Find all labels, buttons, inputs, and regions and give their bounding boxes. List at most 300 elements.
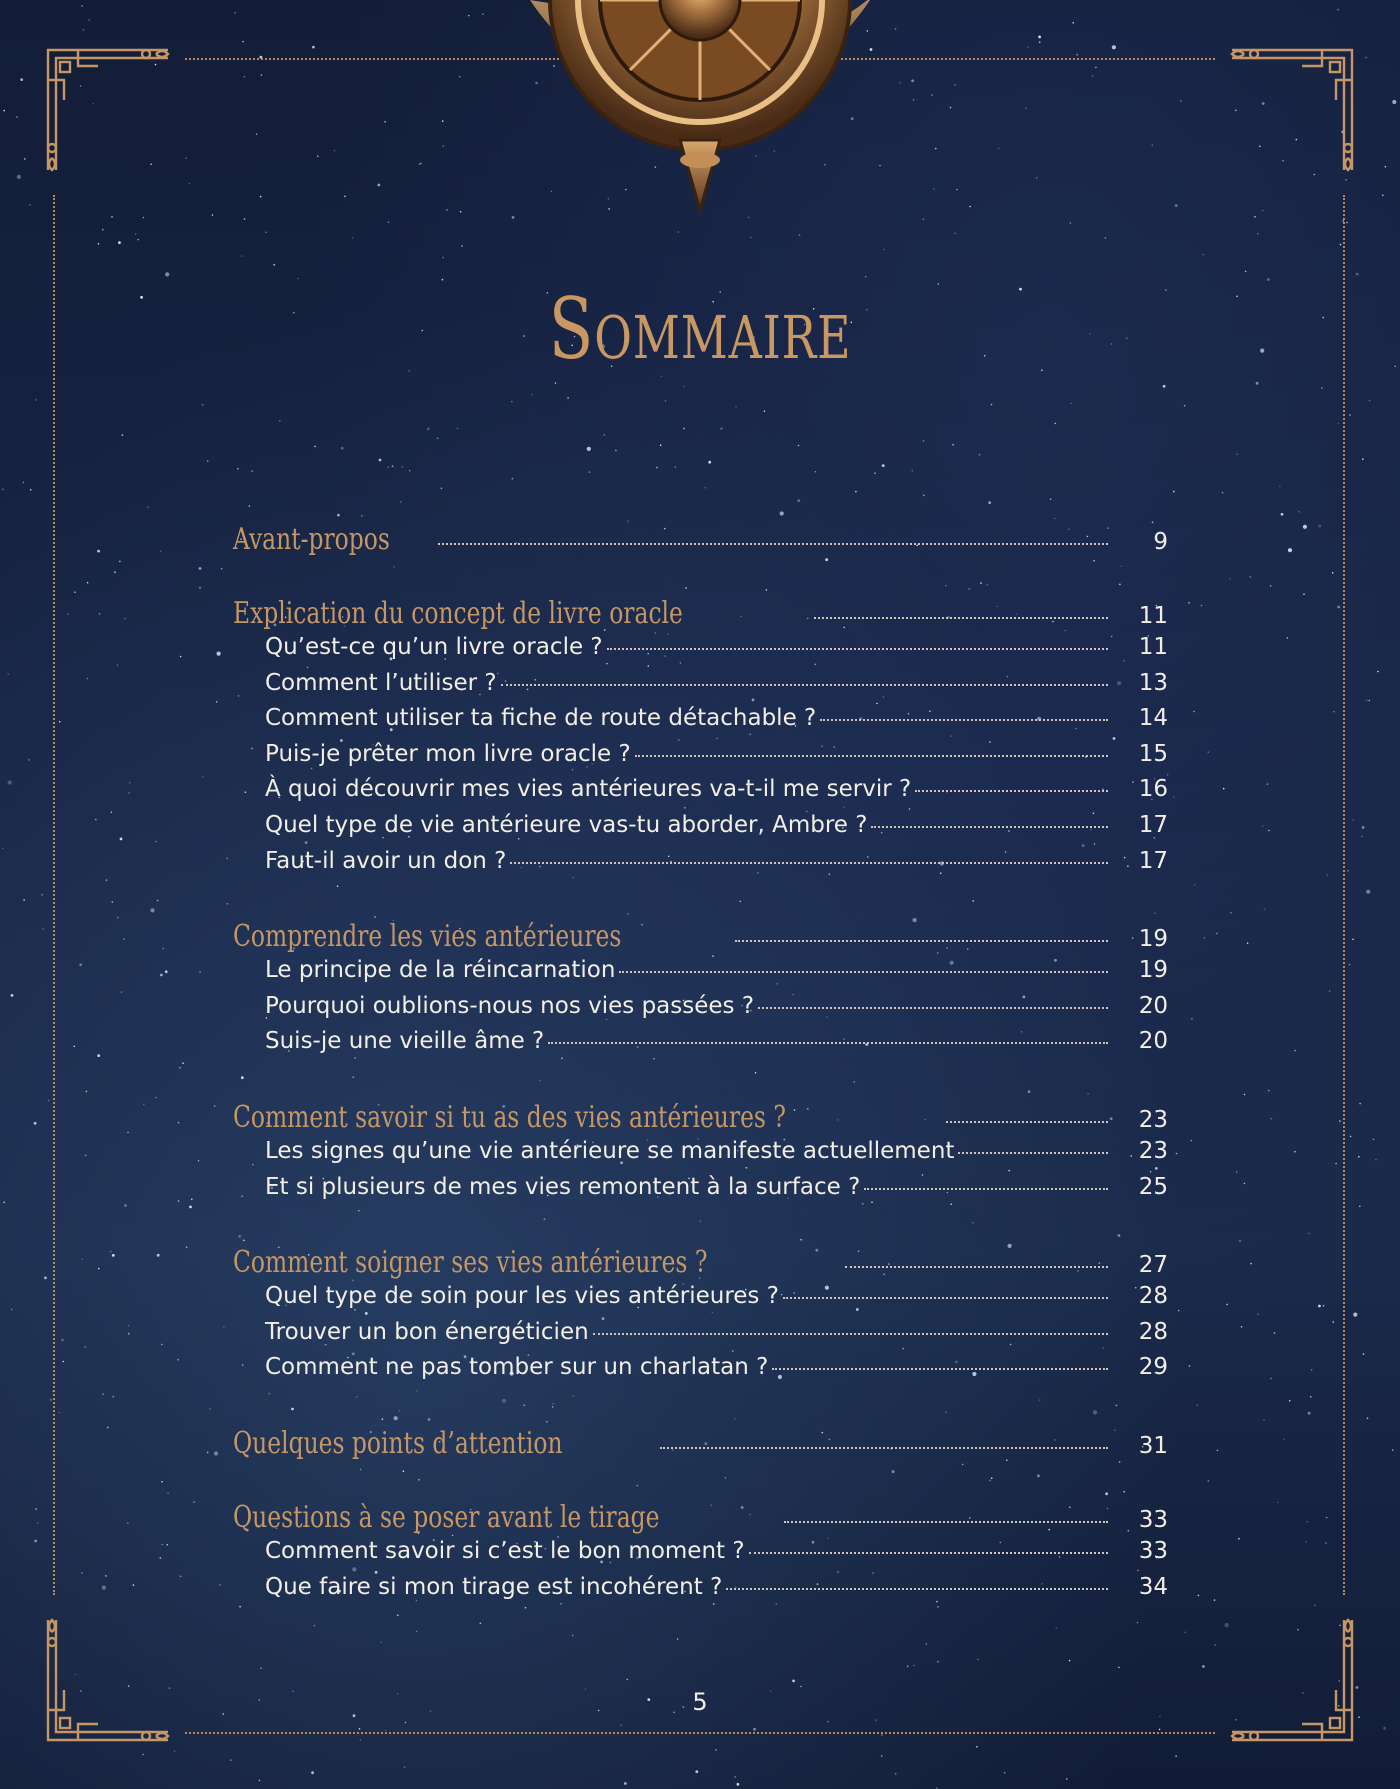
star bbox=[161, 1344, 163, 1346]
star bbox=[209, 1408, 211, 1410]
toc-section bbox=[233, 1500, 1168, 1609]
star bbox=[1305, 1541, 1307, 1543]
star bbox=[764, 410, 766, 412]
toc-page-number: 19 bbox=[1138, 957, 1168, 984]
toc-section bbox=[233, 522, 1168, 560]
star bbox=[1332, 572, 1334, 574]
star bbox=[106, 879, 108, 881]
star bbox=[50, 1399, 52, 1401]
star bbox=[1216, 933, 1218, 935]
corner-ornament-icon bbox=[1222, 40, 1362, 180]
star bbox=[1339, 1120, 1341, 1122]
star bbox=[1289, 1400, 1291, 1402]
star bbox=[1303, 525, 1307, 529]
star bbox=[124, 618, 126, 620]
star bbox=[11, 1309, 13, 1311]
toc-subsection-entry[interactable] bbox=[233, 1138, 1168, 1174]
star bbox=[260, 196, 262, 198]
star bbox=[24, 158, 26, 160]
star bbox=[1385, 166, 1387, 168]
toc-page-number: 20 bbox=[1138, 992, 1168, 1019]
star bbox=[1333, 1321, 1335, 1323]
star bbox=[1039, 41, 1041, 43]
star bbox=[881, 1755, 883, 1757]
star bbox=[352, 237, 354, 239]
star bbox=[1383, 1727, 1386, 1730]
star bbox=[23, 899, 25, 901]
star bbox=[1392, 1449, 1394, 1451]
star bbox=[1308, 1412, 1311, 1415]
star bbox=[443, 145, 445, 147]
star bbox=[913, 1665, 915, 1667]
star bbox=[242, 41, 244, 43]
toc-subsection-entry[interactable] bbox=[233, 957, 1168, 993]
star bbox=[1260, 349, 1264, 353]
star bbox=[567, 397, 569, 399]
star bbox=[42, 928, 44, 930]
star bbox=[260, 1667, 262, 1669]
star bbox=[234, 12, 236, 14]
star bbox=[1189, 1365, 1191, 1367]
star bbox=[128, 1325, 130, 1327]
star bbox=[162, 948, 164, 950]
dot-leader bbox=[783, 1297, 1108, 1299]
star bbox=[223, 1326, 225, 1328]
star bbox=[446, 209, 448, 211]
star bbox=[1197, 1404, 1199, 1406]
star bbox=[99, 613, 101, 615]
star bbox=[1229, 578, 1231, 580]
toc-subsection-entry[interactable] bbox=[233, 1174, 1168, 1210]
star bbox=[279, 420, 281, 422]
star bbox=[998, 148, 1000, 150]
star bbox=[461, 245, 463, 247]
toc-section-entry[interactable] bbox=[233, 522, 1168, 560]
star bbox=[1004, 1772, 1006, 1774]
star bbox=[1394, 366, 1396, 368]
star bbox=[923, 495, 925, 497]
star bbox=[97, 550, 100, 553]
star bbox=[237, 468, 239, 470]
toc-page-number: 23 bbox=[1138, 1106, 1168, 1133]
star bbox=[1359, 1103, 1361, 1105]
star bbox=[1382, 195, 1384, 197]
star bbox=[1308, 1233, 1310, 1235]
star bbox=[214, 1105, 216, 1107]
star bbox=[1193, 711, 1195, 713]
star bbox=[1230, 912, 1232, 914]
toc-subsection-entry[interactable] bbox=[233, 1538, 1168, 1574]
page-title: Sommaire bbox=[548, 280, 852, 378]
toc-page-number: 16 bbox=[1138, 776, 1168, 803]
star bbox=[400, 501, 402, 503]
star bbox=[1298, 511, 1300, 513]
star bbox=[1267, 278, 1270, 281]
star bbox=[976, 1746, 978, 1748]
star bbox=[753, 1728, 756, 1731]
toc-subsection-entry[interactable] bbox=[233, 1319, 1168, 1355]
star bbox=[427, 428, 430, 431]
star bbox=[1349, 964, 1351, 966]
star bbox=[35, 1508, 37, 1510]
toc-subsection-entry[interactable] bbox=[233, 1574, 1168, 1610]
toc-page-number: 9 bbox=[1153, 529, 1168, 555]
star bbox=[155, 841, 157, 843]
star bbox=[969, 206, 971, 208]
star bbox=[1105, 237, 1107, 239]
star bbox=[217, 652, 221, 656]
dot-leader bbox=[607, 648, 1108, 650]
star bbox=[1274, 1332, 1276, 1334]
star bbox=[1184, 405, 1186, 407]
star bbox=[37, 1522, 39, 1524]
star bbox=[317, 155, 319, 157]
star bbox=[1159, 1729, 1161, 1731]
star bbox=[734, 1776, 736, 1778]
star bbox=[1335, 1163, 1337, 1165]
star bbox=[360, 1739, 362, 1741]
star bbox=[193, 1501, 195, 1503]
star bbox=[41, 894, 43, 896]
star bbox=[923, 440, 925, 442]
star bbox=[1038, 36, 1041, 39]
star bbox=[1256, 382, 1259, 385]
star bbox=[1247, 942, 1249, 944]
star bbox=[1027, 46, 1029, 48]
toc-section-entry[interactable] bbox=[233, 1426, 1168, 1464]
toc-subsection-entry[interactable] bbox=[233, 1028, 1168, 1064]
toc-subsection-entry[interactable] bbox=[233, 705, 1168, 741]
star bbox=[227, 903, 229, 905]
star bbox=[61, 1339, 64, 1342]
star bbox=[3, 1202, 5, 1204]
frame-bottom-border bbox=[185, 1732, 1215, 1734]
toc-page-number: 28 bbox=[1138, 1283, 1168, 1310]
star bbox=[1277, 1502, 1279, 1504]
toc-subsection-title: Et si plusieurs de mes vies remontent à la surface ? bbox=[265, 1173, 861, 1200]
star bbox=[30, 489, 32, 491]
star bbox=[512, 478, 514, 480]
toc-page-number: 34 bbox=[1138, 1573, 1168, 1600]
star bbox=[1118, 1667, 1120, 1669]
dot-leader bbox=[758, 1007, 1108, 1009]
star bbox=[114, 571, 116, 573]
toc-section-title: Comment savoir si tu as des vies antérieures ? bbox=[233, 1099, 786, 1135]
star bbox=[1055, 423, 1057, 425]
toc-subsection-entry[interactable] bbox=[233, 741, 1168, 777]
star bbox=[68, 613, 70, 615]
star bbox=[123, 938, 125, 940]
star bbox=[124, 1204, 127, 1207]
star bbox=[1268, 1090, 1270, 1092]
star bbox=[780, 511, 784, 515]
dot-leader bbox=[593, 1333, 1108, 1335]
star bbox=[855, 491, 857, 493]
star bbox=[261, 74, 263, 76]
dot-leader bbox=[915, 790, 1108, 792]
star bbox=[1173, 796, 1175, 798]
star bbox=[912, 470, 914, 472]
star bbox=[137, 239, 139, 241]
star bbox=[952, 444, 954, 446]
star bbox=[28, 759, 30, 761]
star bbox=[1214, 1599, 1216, 1601]
star bbox=[1366, 890, 1370, 894]
dot-leader bbox=[845, 1266, 1108, 1268]
toc-page-number: 29 bbox=[1138, 1354, 1168, 1381]
star bbox=[1318, 525, 1321, 528]
star bbox=[815, 471, 817, 473]
star bbox=[112, 1396, 114, 1398]
star bbox=[1262, 210, 1264, 212]
star bbox=[1392, 100, 1396, 104]
star bbox=[1352, 819, 1354, 821]
star bbox=[1288, 548, 1292, 552]
dot-leader bbox=[772, 1368, 1108, 1370]
star bbox=[230, 1759, 232, 1761]
star bbox=[1367, 1417, 1369, 1419]
toc-subsection-entry[interactable] bbox=[233, 993, 1168, 1029]
toc-subsection-title: Qu’est-ce qu’un livre oracle ? bbox=[265, 634, 603, 660]
toc-page-number: 33 bbox=[1138, 1506, 1168, 1533]
star bbox=[112, 1254, 115, 1257]
star bbox=[127, 1523, 129, 1525]
toc-section-title: Comprendre les vies antérieures bbox=[233, 919, 622, 955]
star bbox=[2, 848, 4, 850]
toc-section bbox=[233, 919, 1168, 1064]
star bbox=[207, 1452, 209, 1454]
star bbox=[1368, 700, 1370, 702]
star bbox=[83, 29, 85, 31]
star bbox=[715, 1749, 717, 1751]
star bbox=[1203, 254, 1205, 256]
toc-subsection-entry[interactable] bbox=[233, 776, 1168, 812]
frame-right-border bbox=[1343, 195, 1345, 1595]
star bbox=[127, 1132, 129, 1134]
star bbox=[1208, 1480, 1210, 1482]
toc-page-number: 25 bbox=[1138, 1173, 1168, 1200]
star bbox=[1337, 9, 1339, 11]
star bbox=[11, 994, 14, 997]
star bbox=[1069, 1660, 1071, 1662]
star bbox=[111, 216, 113, 218]
star bbox=[157, 1254, 160, 1257]
toc-subsection-title: À quoi découvrir mes vies antérieures va-t-il me servir ? bbox=[265, 776, 912, 803]
star bbox=[1323, 1305, 1325, 1307]
star bbox=[199, 567, 202, 570]
star bbox=[1245, 271, 1247, 273]
star bbox=[150, 908, 154, 912]
star bbox=[708, 461, 711, 464]
dot-leader bbox=[635, 755, 1108, 757]
star bbox=[111, 811, 113, 813]
toc-subsection-entry[interactable] bbox=[233, 1354, 1168, 1390]
star bbox=[1241, 1326, 1243, 1328]
star bbox=[157, 900, 159, 902]
star bbox=[251, 470, 253, 472]
star bbox=[1208, 751, 1210, 753]
star bbox=[36, 399, 38, 401]
star bbox=[797, 499, 800, 502]
star bbox=[705, 487, 707, 489]
star bbox=[174, 1751, 176, 1753]
star bbox=[404, 1766, 406, 1768]
star bbox=[143, 1104, 145, 1106]
toc-section-title: Comment soigner ses vies antérieures ? bbox=[233, 1245, 708, 1281]
star bbox=[1366, 700, 1368, 702]
star bbox=[589, 471, 591, 473]
star bbox=[167, 1544, 169, 1546]
corner-ornament-icon bbox=[38, 1610, 178, 1750]
star bbox=[185, 157, 187, 159]
star bbox=[341, 447, 344, 450]
dot-leader bbox=[864, 1188, 1108, 1190]
dot-leader bbox=[784, 1521, 1108, 1523]
toc-subsection-entry[interactable] bbox=[233, 812, 1168, 848]
star bbox=[59, 721, 61, 723]
toc-section-title: Questions à se poser avant le tirage bbox=[233, 1499, 660, 1535]
toc-section-entry[interactable] bbox=[233, 596, 1168, 634]
star bbox=[135, 233, 137, 235]
toc-page-number: 11 bbox=[1138, 603, 1168, 629]
toc-subsection-entry[interactable] bbox=[233, 848, 1168, 884]
star bbox=[1262, 825, 1264, 827]
toc-section bbox=[233, 596, 1168, 883]
star bbox=[23, 482, 25, 484]
star bbox=[624, 1782, 627, 1785]
star bbox=[587, 447, 591, 451]
star bbox=[359, 1728, 361, 1730]
star bbox=[226, 858, 228, 860]
star bbox=[1222, 492, 1224, 494]
star bbox=[1239, 1240, 1241, 1242]
dot-leader bbox=[660, 1447, 1109, 1449]
star bbox=[1066, 1778, 1068, 1780]
star bbox=[1340, 244, 1342, 246]
toc-section-entry[interactable] bbox=[233, 919, 1168, 957]
star bbox=[1375, 1159, 1377, 1161]
toc-subsection-entry[interactable] bbox=[233, 670, 1168, 706]
star bbox=[792, 1680, 795, 1683]
star bbox=[334, 150, 336, 152]
star bbox=[1270, 585, 1272, 587]
star bbox=[166, 971, 168, 973]
star bbox=[3, 110, 5, 112]
star bbox=[1204, 937, 1206, 939]
toc-subsection-title: Pourquoi oublions-nous nos vies passées ? bbox=[265, 992, 755, 1019]
star bbox=[1201, 605, 1203, 607]
dot-leader bbox=[958, 1152, 1108, 1154]
star bbox=[1244, 1094, 1246, 1096]
star bbox=[177, 1359, 179, 1361]
star bbox=[442, 120, 444, 122]
star bbox=[7, 673, 9, 675]
star bbox=[1325, 1542, 1327, 1544]
star bbox=[1349, 414, 1351, 416]
star bbox=[112, 901, 114, 903]
star bbox=[1175, 204, 1178, 207]
toc-section-title: Quelques points d’attention bbox=[233, 1425, 563, 1461]
star bbox=[102, 1586, 106, 1590]
toc-page-number: 15 bbox=[1138, 740, 1168, 767]
toc-subsection-entry[interactable] bbox=[233, 634, 1168, 670]
compass-medallion-icon bbox=[480, 0, 920, 240]
star bbox=[1311, 1369, 1313, 1371]
star bbox=[1178, 1310, 1180, 1312]
star bbox=[1202, 1665, 1205, 1668]
star bbox=[1353, 1313, 1357, 1317]
toc-subsection-entry[interactable] bbox=[233, 1283, 1168, 1319]
toc-page-number: 14 bbox=[1138, 705, 1168, 732]
star bbox=[199, 971, 201, 973]
dot-leader bbox=[749, 1552, 1108, 1554]
toc-section-entry[interactable] bbox=[233, 1500, 1168, 1538]
toc-page-number: 11 bbox=[1138, 634, 1168, 660]
star bbox=[85, 1346, 87, 1348]
star bbox=[117, 917, 119, 919]
toc-section bbox=[233, 1100, 1168, 1209]
star bbox=[1226, 1304, 1228, 1306]
star bbox=[202, 776, 204, 778]
star bbox=[1281, 513, 1284, 516]
frame-left-border bbox=[53, 195, 55, 1595]
toc-subsection-title: Trouver un bon énergéticien bbox=[265, 1318, 589, 1345]
star bbox=[221, 568, 223, 570]
toc-section-entry[interactable] bbox=[233, 1100, 1168, 1138]
star bbox=[1163, 385, 1166, 388]
toc-section bbox=[233, 1426, 1168, 1464]
toc-page-number: 20 bbox=[1138, 1028, 1168, 1055]
star bbox=[1198, 1595, 1200, 1597]
toc-section-entry[interactable] bbox=[233, 1245, 1168, 1283]
star bbox=[827, 1721, 829, 1723]
star bbox=[182, 1062, 184, 1064]
star bbox=[17, 175, 21, 179]
star bbox=[121, 991, 123, 993]
star bbox=[1184, 1632, 1186, 1634]
star bbox=[1346, 222, 1348, 224]
toc-subsection-title: Le principe de la réincarnation bbox=[265, 957, 616, 984]
star bbox=[1356, 273, 1359, 276]
star bbox=[81, 1572, 83, 1574]
star bbox=[167, 1493, 169, 1495]
star bbox=[1294, 1151, 1296, 1153]
star bbox=[1152, 144, 1154, 146]
star bbox=[199, 587, 201, 589]
dot-leader bbox=[946, 1121, 1108, 1123]
star bbox=[1244, 1183, 1246, 1185]
star bbox=[923, 218, 925, 220]
star bbox=[191, 1198, 193, 1200]
star bbox=[122, 434, 124, 436]
star bbox=[74, 1046, 76, 1048]
star bbox=[737, 1783, 740, 1786]
star bbox=[377, 184, 380, 187]
star bbox=[1321, 387, 1323, 389]
star bbox=[1369, 400, 1371, 402]
star bbox=[180, 1576, 182, 1578]
toc-page-number: 33 bbox=[1138, 1537, 1168, 1564]
star bbox=[1236, 1171, 1238, 1173]
star bbox=[160, 1557, 162, 1559]
corner-ornament-icon bbox=[38, 40, 178, 180]
dot-leader bbox=[619, 971, 1108, 973]
star bbox=[409, 470, 411, 472]
page-number: 5 bbox=[692, 1688, 708, 1716]
star bbox=[392, 465, 394, 467]
star bbox=[142, 1754, 144, 1756]
dot-leader bbox=[501, 684, 1108, 686]
